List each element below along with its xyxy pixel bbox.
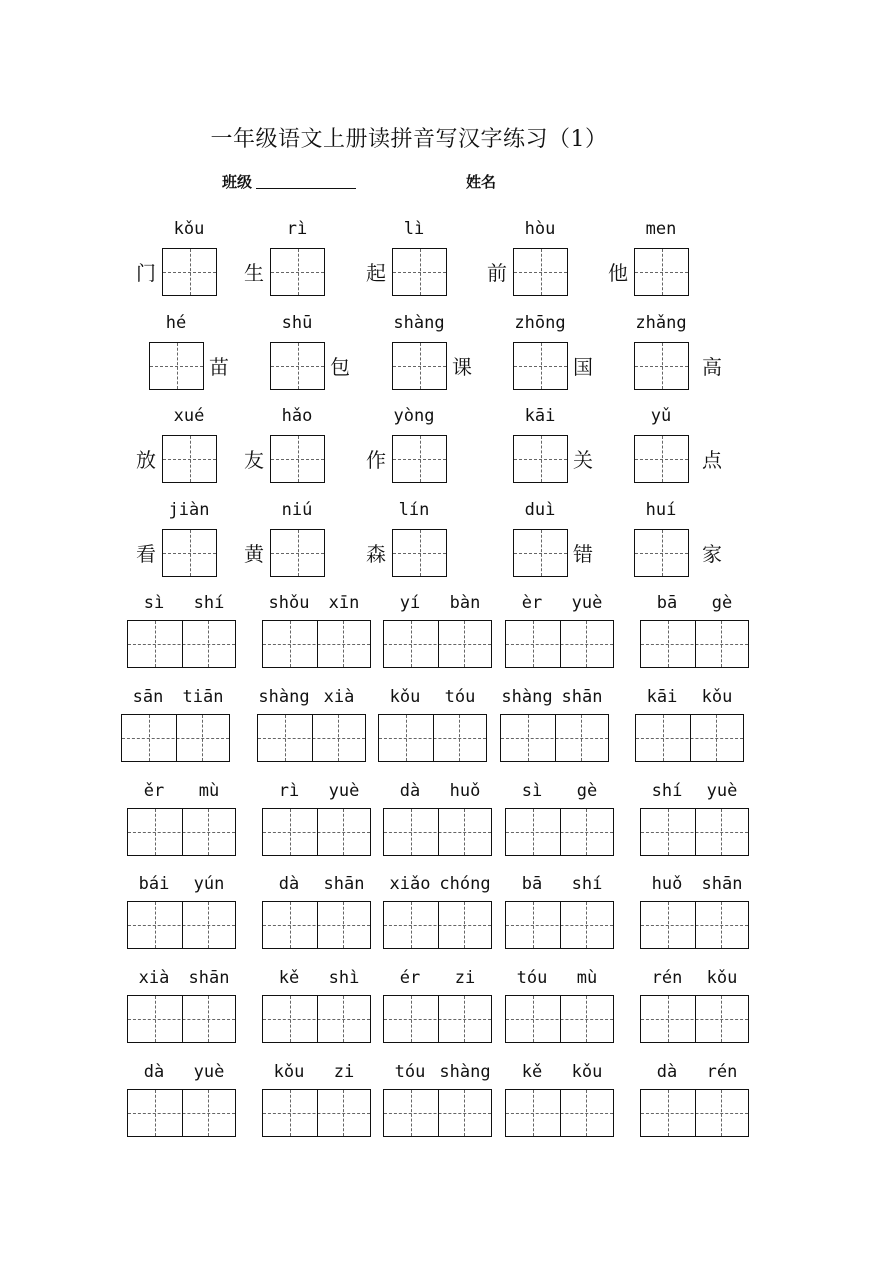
pinyin-label: bàn xyxy=(449,593,481,613)
pinyin-label: lì xyxy=(403,219,425,239)
context-character: 友 xyxy=(244,448,264,472)
tianzige-word-box[interactable] xyxy=(378,714,487,762)
pinyin-label: yuè xyxy=(706,781,738,801)
pinyin-label: niú xyxy=(281,500,313,520)
pinyin-label: huǒ xyxy=(449,781,481,801)
cell-divider xyxy=(555,715,556,761)
pinyin-label: shì xyxy=(328,968,360,988)
guide-line-vertical xyxy=(586,621,587,667)
pinyin-label: rén xyxy=(706,1062,738,1082)
pinyin-label: yuè xyxy=(328,781,360,801)
pinyin-label: shí xyxy=(571,874,603,894)
context-character: 国 xyxy=(573,355,593,379)
cell-divider xyxy=(317,809,318,855)
pinyin-label: xīn xyxy=(328,593,360,613)
context-character: 他 xyxy=(608,261,628,285)
pinyin-label: kǒu xyxy=(701,687,733,707)
guide-line-vertical xyxy=(533,996,534,1042)
cell-divider xyxy=(317,1090,318,1136)
tianzige-answer-box[interactable] xyxy=(392,529,447,577)
guide-line-vertical xyxy=(716,715,717,761)
cell-divider xyxy=(312,715,313,761)
pinyin-label: yí xyxy=(399,593,421,613)
guide-line-vertical xyxy=(202,715,203,761)
tianzige-answer-box[interactable] xyxy=(513,435,568,483)
pinyin-label: kǒu xyxy=(273,1062,305,1082)
guide-line-vertical xyxy=(208,1090,209,1136)
guide-line-vertical xyxy=(533,1090,534,1136)
pinyin-label: gè xyxy=(576,781,598,801)
pinyin-label: èr xyxy=(521,593,543,613)
guide-line-vertical xyxy=(721,902,722,948)
context-character: 黄 xyxy=(244,542,264,566)
guide-line-vertical xyxy=(155,809,156,855)
guide-line-vertical xyxy=(668,809,669,855)
name-label: 姓名 xyxy=(466,173,497,191)
guide-line-vertical xyxy=(411,621,412,667)
guide-line-vertical xyxy=(541,436,542,482)
tianzige-word-box[interactable] xyxy=(383,995,492,1043)
context-character: 前 xyxy=(487,261,507,285)
pinyin-label: yuè xyxy=(571,593,603,613)
tianzige-answer-box[interactable] xyxy=(162,529,217,577)
pinyin-label: xué xyxy=(173,406,205,426)
pinyin-label: tóu xyxy=(516,968,548,988)
pinyin-label: shǒu xyxy=(268,593,310,613)
guide-line-vertical xyxy=(586,1090,587,1136)
context-character: 起 xyxy=(366,261,386,285)
guide-line-vertical xyxy=(290,996,291,1042)
guide-line-vertical xyxy=(155,1090,156,1136)
tianzige-word-box[interactable] xyxy=(262,808,371,856)
pinyin-label: rì xyxy=(278,781,300,801)
context-character: 森 xyxy=(366,542,386,566)
guide-line-vertical xyxy=(155,902,156,948)
guide-line-vertical xyxy=(208,902,209,948)
guide-line-vertical xyxy=(343,902,344,948)
tianzige-word-box[interactable] xyxy=(505,995,614,1043)
tianzige-answer-box[interactable] xyxy=(270,248,325,296)
pinyin-label: hǎo xyxy=(281,406,313,426)
tianzige-word-box[interactable] xyxy=(500,714,609,762)
tianzige-word-box[interactable] xyxy=(262,620,371,668)
context-character: 错 xyxy=(573,542,593,566)
pinyin-label: zi xyxy=(333,1062,355,1082)
context-character: 课 xyxy=(452,355,472,379)
tianzige-answer-box[interactable] xyxy=(392,342,447,390)
tianzige-word-box[interactable] xyxy=(257,714,366,762)
context-character: 家 xyxy=(702,542,722,566)
tianzige-answer-box[interactable] xyxy=(634,435,689,483)
guide-line-vertical xyxy=(290,621,291,667)
cell-divider xyxy=(560,809,561,855)
pinyin-label: chóng xyxy=(439,874,491,894)
pinyin-label: tóu xyxy=(444,687,476,707)
pinyin-label: sì xyxy=(143,593,165,613)
tianzige-answer-box[interactable] xyxy=(392,248,447,296)
guide-line-vertical xyxy=(533,809,534,855)
guide-line-vertical xyxy=(586,996,587,1042)
pinyin-label: kǒu xyxy=(173,219,205,239)
guide-line-vertical xyxy=(459,715,460,761)
tianzige-answer-box[interactable] xyxy=(270,529,325,577)
pinyin-label: shàng xyxy=(393,313,445,333)
class-blank-line[interactable] xyxy=(256,188,356,189)
guide-line-vertical xyxy=(464,996,465,1042)
guide-line-vertical xyxy=(208,996,209,1042)
pinyin-label: ěr xyxy=(143,781,165,801)
pinyin-label: bái xyxy=(138,874,170,894)
tianzige-answer-box[interactable] xyxy=(513,248,568,296)
guide-line-vertical xyxy=(668,996,669,1042)
tianzige-word-box[interactable] xyxy=(640,995,749,1043)
cell-divider xyxy=(560,1090,561,1136)
guide-line-vertical xyxy=(663,715,664,761)
guide-line-vertical xyxy=(190,249,191,295)
pinyin-label: yǔ xyxy=(650,406,672,426)
pinyin-label: zi xyxy=(454,968,476,988)
cell-divider xyxy=(695,809,696,855)
context-character: 高 xyxy=(702,355,722,379)
pinyin-label: tiān xyxy=(182,687,224,707)
guide-line-vertical xyxy=(420,249,421,295)
pinyin-label: huí xyxy=(645,500,677,520)
tianzige-answer-box[interactable] xyxy=(270,342,325,390)
pinyin-label: shān xyxy=(323,874,365,894)
pinyin-label: yòng xyxy=(393,406,435,426)
pinyin-label: shàng xyxy=(501,687,553,707)
tianzige-word-box[interactable] xyxy=(127,808,236,856)
guide-line-vertical xyxy=(411,996,412,1042)
pinyin-label: hòu xyxy=(524,219,556,239)
pinyin-label: kǒu xyxy=(706,968,738,988)
cell-divider xyxy=(182,621,183,667)
guide-line-vertical xyxy=(586,809,587,855)
tianzige-answer-box[interactable] xyxy=(634,342,689,390)
pinyin-label: yuè xyxy=(193,1062,225,1082)
tianzige-answer-box[interactable] xyxy=(392,435,447,483)
pinyin-label: shū xyxy=(281,313,313,333)
tianzige-answer-box[interactable] xyxy=(513,342,568,390)
tianzige-word-box[interactable] xyxy=(127,995,236,1043)
guide-line-vertical xyxy=(464,621,465,667)
context-character: 门 xyxy=(136,261,156,285)
cell-divider xyxy=(182,1090,183,1136)
guide-line-vertical xyxy=(343,809,344,855)
pinyin-label: shān xyxy=(701,874,743,894)
pinyin-label: sì xyxy=(521,781,543,801)
pinyin-label: lín xyxy=(398,500,430,520)
guide-line-vertical xyxy=(581,715,582,761)
guide-line-vertical xyxy=(298,249,299,295)
guide-line-vertical xyxy=(411,809,412,855)
cell-divider xyxy=(695,1090,696,1136)
cell-divider xyxy=(695,621,696,667)
guide-line-vertical xyxy=(464,809,465,855)
pinyin-label: tóu xyxy=(394,1062,426,1082)
guide-line-vertical xyxy=(208,809,209,855)
pinyin-label: zhōng xyxy=(514,313,566,333)
cell-divider xyxy=(317,902,318,948)
tianzige-word-box[interactable] xyxy=(127,620,236,668)
tianzige-word-box[interactable] xyxy=(505,901,614,949)
tianzige-answer-box[interactable] xyxy=(634,248,689,296)
guide-line-vertical xyxy=(343,996,344,1042)
pinyin-label: jiàn xyxy=(168,500,210,520)
guide-line-vertical xyxy=(190,436,191,482)
context-character: 生 xyxy=(244,261,264,285)
tianzige-word-box[interactable] xyxy=(640,901,749,949)
guide-line-vertical xyxy=(528,715,529,761)
guide-line-vertical xyxy=(541,343,542,389)
cell-divider xyxy=(438,809,439,855)
context-character: 看 xyxy=(136,542,156,566)
guide-line-vertical xyxy=(190,530,191,576)
tianzige-word-box[interactable] xyxy=(505,620,614,668)
cell-divider xyxy=(317,996,318,1042)
pinyin-label: shàng xyxy=(439,1062,491,1082)
tianzige-answer-box[interactable] xyxy=(162,248,217,296)
guide-line-vertical xyxy=(290,902,291,948)
guide-line-vertical xyxy=(406,715,407,761)
tianzige-word-box[interactable] xyxy=(640,1089,749,1137)
cell-divider xyxy=(182,902,183,948)
guide-line-vertical xyxy=(533,902,534,948)
guide-line-vertical xyxy=(586,902,587,948)
guide-line-vertical xyxy=(662,249,663,295)
pinyin-label: rì xyxy=(286,219,308,239)
tianzige-answer-box[interactable] xyxy=(149,342,204,390)
tianzige-word-box[interactable] xyxy=(127,1089,236,1137)
pinyin-label: kě xyxy=(521,1062,543,1082)
pinyin-label: bā xyxy=(521,874,543,894)
guide-line-vertical xyxy=(668,902,669,948)
guide-line-vertical xyxy=(343,621,344,667)
cell-divider xyxy=(560,902,561,948)
pinyin-label: dà xyxy=(143,1062,165,1082)
guide-line-vertical xyxy=(155,996,156,1042)
guide-line-vertical xyxy=(298,343,299,389)
pinyin-label: kě xyxy=(278,968,300,988)
guide-line-vertical xyxy=(290,1090,291,1136)
tianzige-word-box[interactable] xyxy=(383,901,492,949)
tianzige-answer-box[interactable] xyxy=(634,529,689,577)
guide-line-vertical xyxy=(177,343,178,389)
pinyin-label: kǒu xyxy=(571,1062,603,1082)
pinyin-label: kāi xyxy=(524,406,556,426)
context-character: 放 xyxy=(136,448,156,472)
pinyin-label: sān xyxy=(132,687,164,707)
cell-divider xyxy=(438,996,439,1042)
guide-line-vertical xyxy=(721,996,722,1042)
guide-line-vertical xyxy=(338,715,339,761)
pinyin-label: xià xyxy=(138,968,170,988)
context-character: 关 xyxy=(573,448,593,472)
cell-divider xyxy=(690,715,691,761)
pinyin-label: ér xyxy=(399,968,421,988)
pinyin-label: kǒu xyxy=(389,687,421,707)
tianzige-word-box[interactable] xyxy=(640,808,749,856)
tianzige-answer-box[interactable] xyxy=(270,435,325,483)
cell-divider xyxy=(182,996,183,1042)
cell-divider xyxy=(438,902,439,948)
pinyin-label: hé xyxy=(165,313,187,333)
cell-divider xyxy=(176,715,177,761)
cell-divider xyxy=(438,1090,439,1136)
pinyin-label: dà xyxy=(399,781,421,801)
pinyin-label: duì xyxy=(524,500,556,520)
pinyin-label: shān xyxy=(561,687,603,707)
cell-divider xyxy=(695,902,696,948)
guide-line-vertical xyxy=(420,436,421,482)
guide-line-vertical xyxy=(721,1090,722,1136)
tianzige-answer-box[interactable] xyxy=(162,435,217,483)
tianzige-word-box[interactable] xyxy=(635,714,744,762)
pinyin-label: men xyxy=(645,219,677,239)
pinyin-label: shān xyxy=(188,968,230,988)
guide-line-vertical xyxy=(541,249,542,295)
pinyin-label: kāi xyxy=(646,687,678,707)
tianzige-word-box[interactable] xyxy=(640,620,749,668)
guide-line-vertical xyxy=(533,621,534,667)
tianzige-word-box[interactable] xyxy=(383,620,492,668)
pinyin-label: dà xyxy=(656,1062,678,1082)
guide-line-vertical xyxy=(411,1090,412,1136)
pinyin-label: bā xyxy=(656,593,678,613)
tianzige-word-box[interactable] xyxy=(127,901,236,949)
pinyin-label: mù xyxy=(576,968,598,988)
tianzige-word-box[interactable] xyxy=(383,1089,492,1137)
pinyin-label: xià xyxy=(323,687,355,707)
guide-line-vertical xyxy=(668,621,669,667)
guide-line-vertical xyxy=(411,902,412,948)
guide-line-vertical xyxy=(290,809,291,855)
pinyin-label: shí xyxy=(193,593,225,613)
pinyin-label: dà xyxy=(278,874,300,894)
guide-line-vertical xyxy=(662,530,663,576)
guide-line-vertical xyxy=(343,1090,344,1136)
guide-line-vertical xyxy=(149,715,150,761)
guide-line-vertical xyxy=(464,902,465,948)
guide-line-vertical xyxy=(298,530,299,576)
guide-line-vertical xyxy=(285,715,286,761)
tianzige-word-box[interactable] xyxy=(262,995,371,1043)
guide-line-vertical xyxy=(208,621,209,667)
pinyin-label: shàng xyxy=(258,687,310,707)
guide-line-vertical xyxy=(420,530,421,576)
guide-line-vertical xyxy=(420,343,421,389)
tianzige-word-box[interactable] xyxy=(505,808,614,856)
cell-divider xyxy=(438,621,439,667)
cell-divider xyxy=(317,621,318,667)
pinyin-label: shí xyxy=(651,781,683,801)
guide-line-vertical xyxy=(662,436,663,482)
context-character: 苗 xyxy=(209,355,229,379)
guide-line-vertical xyxy=(464,1090,465,1136)
worksheet-title: 一年级语文上册读拼音写汉字练习（1） xyxy=(210,127,608,152)
cell-divider xyxy=(560,621,561,667)
tianzige-answer-box[interactable] xyxy=(513,529,568,577)
guide-line-vertical xyxy=(721,809,722,855)
class-label: 班级 xyxy=(222,173,253,191)
tianzige-word-box[interactable] xyxy=(121,714,230,762)
context-character: 作 xyxy=(366,448,386,472)
cell-divider xyxy=(560,996,561,1042)
guide-line-vertical xyxy=(541,530,542,576)
context-character: 包 xyxy=(330,355,350,379)
pinyin-label: rén xyxy=(651,968,683,988)
cell-divider xyxy=(182,809,183,855)
pinyin-label: mù xyxy=(198,781,220,801)
cell-divider xyxy=(695,996,696,1042)
tianzige-word-box[interactable] xyxy=(262,901,371,949)
context-character: 点 xyxy=(702,448,722,472)
pinyin-label: zhǎng xyxy=(635,313,687,333)
guide-line-vertical xyxy=(298,436,299,482)
pinyin-label: yún xyxy=(193,874,225,894)
guide-line-vertical xyxy=(662,343,663,389)
pinyin-label: xiǎo xyxy=(389,874,431,894)
pinyin-label: gè xyxy=(711,593,733,613)
tianzige-word-box[interactable] xyxy=(383,808,492,856)
cell-divider xyxy=(433,715,434,761)
guide-line-vertical xyxy=(155,621,156,667)
guide-line-vertical xyxy=(668,1090,669,1136)
tianzige-word-box[interactable] xyxy=(505,1089,614,1137)
guide-line-vertical xyxy=(721,621,722,667)
tianzige-word-box[interactable] xyxy=(262,1089,371,1137)
pinyin-label: huǒ xyxy=(651,874,683,894)
